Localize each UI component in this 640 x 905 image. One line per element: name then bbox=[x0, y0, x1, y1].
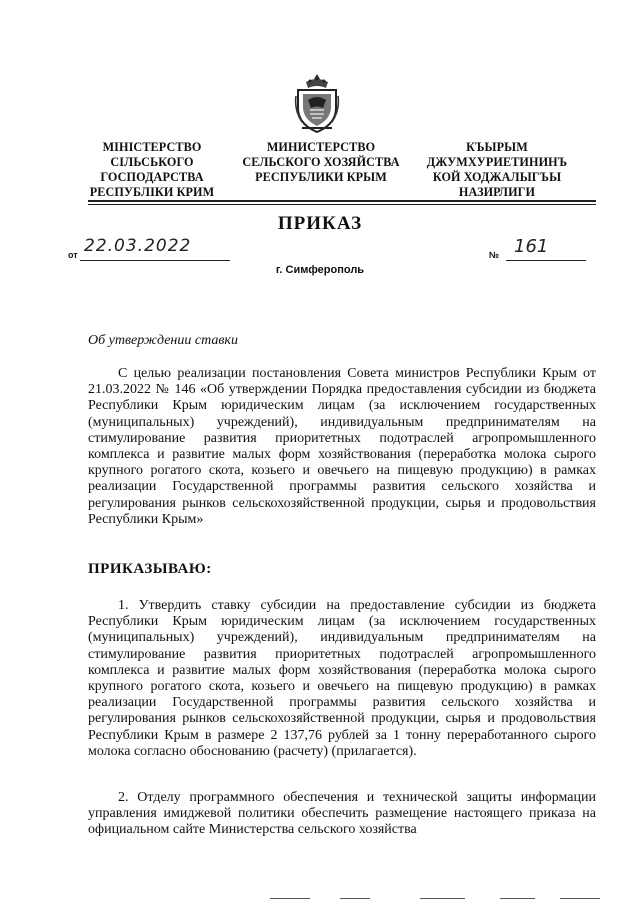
coat-of-arms-emblem bbox=[294, 72, 340, 134]
footer-marks bbox=[270, 898, 600, 900]
header-line: РЕСПУБЛІКИ КРИМ bbox=[89, 185, 215, 199]
number-label: № bbox=[489, 250, 500, 260]
date-label: от bbox=[68, 250, 78, 260]
header-ukrainian bbox=[68, 140, 236, 200]
header-line: ДЖУМХУРИЕТИНИНЪ bbox=[426, 155, 568, 169]
date-handwritten: 22.03.2022 bbox=[84, 236, 192, 256]
header-line: МИНИСТЕРСТВО bbox=[266, 140, 376, 154]
header-line: СІЛЬСЬКОГО bbox=[110, 155, 194, 169]
document-title: ПРИКАЗ bbox=[277, 213, 363, 234]
header-line: КЪЫРЫМ bbox=[466, 140, 528, 154]
preamble-paragraph: С целью реализации постановления Совета министров Республики Крым от 21.03.2022 № 146 «Об утверждении Порядка предоставления субсидии из бюджета Республики Крым юридическим лицам (за исключением государственных (муниципальных) учреждений), индивидуальным предпринимателям на стимулирование развития приоритетных подотраслей агропромышленного комплекса и развитие малых форм хозяйствования (переработка молока сырого крупного рогатого скота, козьего и овечьего на пищевую продукцию) в рамках реализации Государственной программы развития сельского хозяйства и регулирования рынков сельскохозяйственной продукции, сырья и продовольствия Республики Крым» bbox=[88, 366, 596, 527]
subject-line: Об утверждении ставки bbox=[88, 333, 238, 348]
header-divider-thick bbox=[88, 200, 596, 202]
header-russian bbox=[236, 140, 406, 185]
order-item-2: 2. Отделу программного обеспечения и технической защиты информации управления имиджевой политики обеспечить размещение настоящего приказа на официальном сайте Министерства сельского хозяйства bbox=[88, 790, 596, 838]
header-divider-thin bbox=[88, 204, 596, 205]
date-underline bbox=[80, 260, 230, 261]
order-heading: ПРИКАЗЫВАЮ: bbox=[88, 561, 212, 577]
header-line: НАЗИРЛИГИ bbox=[458, 185, 536, 199]
order-item-1: 1. Утвердить ставку субсидии на предоставление субсидии из бюджета Республики Крым юридическим лицам (за исключением государственных (муниципальных) учреждений), индивидуальным предпринимателям на стимулирование развития приоритетных подотраслей агропромышленного комплекса и развитие малых форм хозяйствования (переработка молока сырого крупного рогатого скота, козьего и овечьего на пищевую продукцию) в рамках реализации Государственной программы развития сельского хозяйства и регулирования рынков сельскохозяйственной продукции, сырья и продовольствия Республики Крым в размере 2 137,76 рублей за 1 тонну переработанного сырого молока согласно обоснованию (расчету) (прилагается). bbox=[88, 598, 596, 759]
header-line: СЕЛЬСКОГО ХОЗЯЙСТВА bbox=[242, 155, 400, 169]
header-line: РЕСПУБЛИКИ КРЫМ bbox=[255, 170, 387, 184]
number-handwritten: 161 bbox=[514, 236, 549, 257]
header-crimean-tatar bbox=[412, 140, 582, 200]
number-underline bbox=[506, 260, 586, 261]
city-line: г. Симферополь bbox=[275, 264, 365, 276]
header-line: КОЙ ХОДЖАЛЫГЪЫ bbox=[432, 170, 562, 184]
header-line: МІНІСТЕРСТВО bbox=[102, 140, 202, 154]
header-line: ГОСПОДАРСТВА bbox=[100, 170, 204, 184]
